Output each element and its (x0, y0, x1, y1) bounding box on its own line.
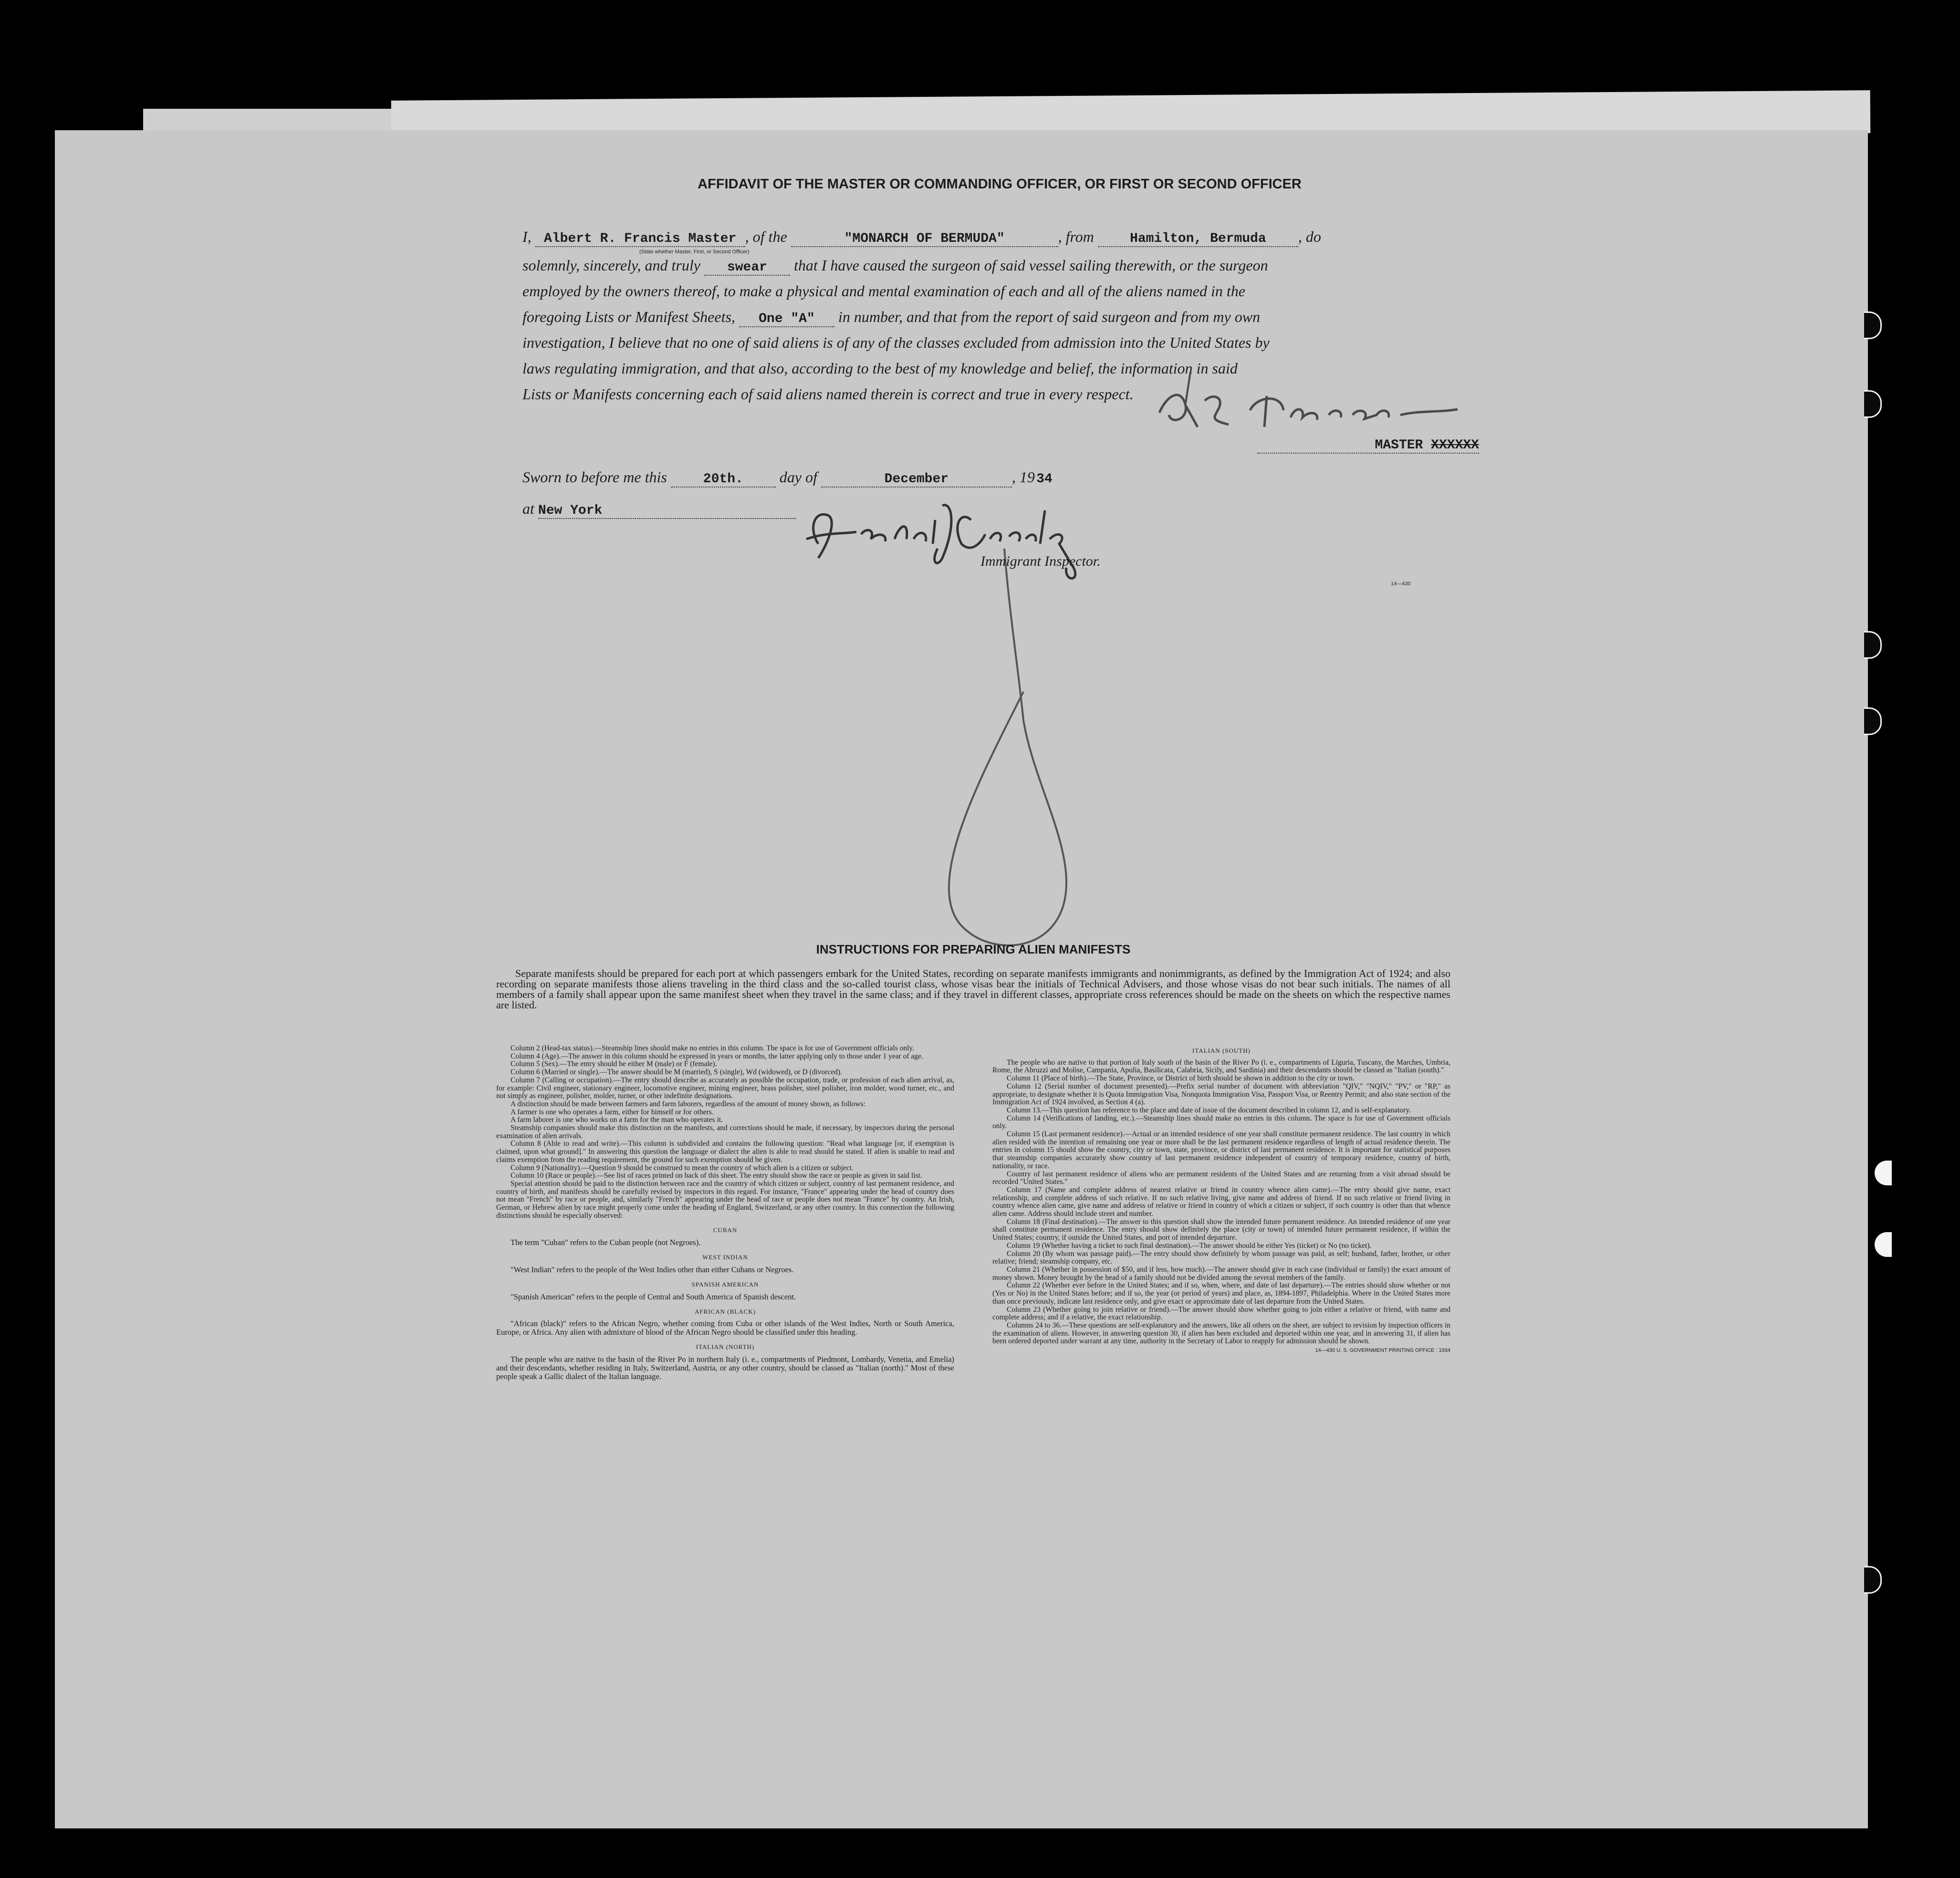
instruction-paragraph: Column 14 (Verifications of landing, etc.).—Steamship lines should make no entries in this column. The space is for use of Government officials only. (992, 1114, 1450, 1131)
instruction-paragraph: Column 12 (Serial number of document presented).—Prefix serial number of document with abbreviation "QIV," "NQIV," "PV," or "RP," as appropriate, to designate whether it is Quota Immigration Visa, Nonquota Immigration Visa, Passport Visa, or Reentry Permit; and also state section of the Immigration Act of 1924 involved, as Section 4 (a). (992, 1082, 1450, 1107)
instruction-paragraph: A farm laborer is one who works on a farm for the man who operates it. (511, 1116, 723, 1124)
instructions-left-column (496, 1045, 954, 1381)
instruction-paragraph: Column 23 (Whether going to join relative or friend).—The answer should show whether going to join either a relative or friend, with name and complete address; and if a relative, the exact relationship. (992, 1305, 1450, 1322)
master-signature (1152, 367, 1496, 439)
text: day of (779, 468, 817, 486)
definition-west-indian: "West Indian" refers to the people of the West Indies other than either Cubans or Negroes. (511, 1265, 794, 1274)
instruction-paragraph: A distinction should be made between farmers and farm laborers, regardless of the amount of money shown, as follows: (511, 1100, 865, 1108)
punch-hole (1864, 1566, 1882, 1594)
punch-hole (1864, 707, 1882, 735)
punch-hole (1864, 311, 1882, 339)
instruction-paragraph: Column 2 (Head-tax status).—Steamship lines should make no entries in this column. The space is for use of Government officials only. (511, 1044, 915, 1052)
sworn-place-field: New York (538, 503, 796, 519)
instruction-paragraph: Steamship companies should make this distinction on the manifests, and corrections should be made, if necessary, by inspectors during the personal examination of alien arrivals. (496, 1124, 954, 1140)
text: , 19 (1011, 468, 1035, 486)
affidavit-line-5: investigation, I believe that no one of said aliens is of any of the classes excluded from admission into the United States by (522, 334, 1270, 351)
affidavit-line-2 (522, 257, 1268, 276)
heading-spanish-american: SPANISH AMERICAN (691, 1280, 759, 1288)
instruction-paragraph: A farmer is one who operates a farm, either for himself or for others. (511, 1108, 714, 1116)
text: I, (522, 228, 532, 245)
text: foregoing Lists or Manifest Sheets, (522, 308, 735, 325)
instruction-paragraph: Column 22 (Whether ever before in the United States; and if so, when, where, and date of last departure).—The entries should show whether or not (Yes or No) in the United States before; and if so, the year (or period of years) and place, as, 1894-1897, Philadelphia. Where in the United States more than once previously, indicate last residence only, and give exact or approximate date of last departure from the United States. (992, 1281, 1450, 1306)
text: that I have caused the surgeon of said vessel sailing therewith, or the surgeon (793, 257, 1268, 274)
inspector-title: Immigrant Inspector. (980, 553, 1101, 569)
officer-name-field: Albert R. Francis Master (535, 231, 745, 247)
instruction-paragraph: Special attention should be paid to the distinction between race and the country of which citizen or subject, country of last permanent residence, and country of birth, and manifests should be carefully revised by inspectors in this regard. For instance, "France" appearing under the head of country does not mean "French" by race or people, and, similarly "French" appearing under the head of race or people does not mean "France" by country. An Irish, German, or Hebrew alien by race might properly come under the heading of England, Switzerland, or any other country. In this connection the following distinctions should be especially observed: (496, 1179, 954, 1220)
text: , of the (745, 228, 787, 245)
text: solemnly, sincerely, and truly (522, 257, 700, 274)
heading-african: AFRICAN (BLACK) (694, 1307, 756, 1315)
instruction-paragraph: Column 7 (Calling or occupation).—The entry should describe as accurately as possible the occupation, trade, or profession of each alien arrival, as, for example: Civil engineer, stationary engineer, locomotive engineer, mining engineer, brass polisher, steel polisher, iron molder, wood turner, etc., and not simply as engineer, polisher, molder, turner, or other indefinite designations. (496, 1076, 954, 1100)
instruction-paragraph: Column 10 (Race or people).—See list of races printed on back of this sheet. The entry should show the race or people as given in said list. (511, 1172, 922, 1180)
punch-hole (1864, 390, 1882, 418)
punch-hole (1864, 631, 1882, 659)
text: at (522, 500, 534, 517)
officer-rank-note: (State whether Master, First, or Second Officer) (639, 249, 750, 255)
affidavit-line-3: employed by the owners thereof, to make a physical and mental examination of each and all of the aliens named in the (522, 282, 1245, 300)
heading-cuban: CUBAN (713, 1226, 738, 1234)
instruction-paragraph: The people who are native to that portion of Italy south of the basin of the River Po (i. e., compartments of Liguria, Tuscany, the Marches, Umbria, Rome, the Abruzzi and Molise, Campania, Apulia, Basilicata, Calabria, Sicily, and Sardinia) and their descendants should be classed as "Italian (south)." (992, 1058, 1450, 1075)
punch-hole-white (1875, 1232, 1892, 1257)
definition-spanish-american: "Spanish American" refers to the people of Central and South America of Spanish descent. (511, 1292, 796, 1301)
text: in number, and that from the report of said surgeon and from my own (838, 308, 1261, 325)
inspector-signature (799, 491, 1143, 1102)
definition-cuban: The term "Cuban" refers to the Cuban people (not Negroes). (511, 1238, 701, 1247)
affidavit-line-6: laws regulating immigration, and that also, according to the best of my knowledge and belief, the information in said (522, 360, 1238, 377)
instruction-paragraph: Columns 24 to 36.—These questions are self-explanatory and the answers, like all others on the sheet, are subject to revision by inspection officers in the examination of aliens. However, in answering question 30, if alien has been excluded and deported within one year, and in answering 31, if alien has been ordered deported under warrant at any time, authority in the Secretary of Labor to reapply for admission should be shown. (992, 1321, 1450, 1346)
punch-hole-white (1875, 1161, 1892, 1185)
instruction-paragraph: Country of last permanent residence of aliens who are permanent residents of the United States and are returning from a visit abroad should be recorded "United States." (992, 1170, 1450, 1186)
instruction-paragraph: Column 18 (Final destination).—The answer to this question shall show the intended future permanent residence. An intended residence of one year shall constitute permanent residence. The entry should show definitely the place (city or town) of intended future permanent residence, if within the United States; country, if outside the United States, and port of intended departure. (992, 1217, 1450, 1242)
instructions-title: INSTRUCTIONS FOR PREPARING ALIEN MANIFESTS (816, 942, 1131, 956)
departure-port-field: Hamilton, Bermuda (1098, 231, 1298, 247)
affidavit-line-4 (522, 308, 1260, 327)
sworn-year-field: 34 (1036, 472, 1053, 487)
definition-italian-north: The people who are native to the basin of the River Po in northern Italy (i. e., compartments of Piedmont, Lombardy, Venetia, and Emelia) and their descendants, whether residing in Italy, Switzerland, Austria, or any other country, should be classed as "Italian (north)." Most of these people speak a Gallic dialect of the Italian language. (496, 1354, 954, 1381)
printing-office-footer: 14—430 U. S. GOVERNMENT PRINTING OFFICE : 1934 (1315, 1348, 1450, 1354)
title-master: MASTER (1375, 438, 1423, 453)
text: , do (1298, 228, 1321, 245)
instruction-paragraph: Column 6 (Married or single).—The answer should be M (married), S (single), Wd (widowed), or D (divorced). (511, 1068, 842, 1077)
instruction-paragraph: Column 13.—This question has reference to the place and date of issue of the document described in column 12, and is self-explanatory. (1007, 1106, 1411, 1114)
sworn-place-line (522, 500, 796, 519)
instruction-paragraph: Column 8 (Able to read and write).—This column is subdivided and contains the following question: "Read what language [or, if exemption is claimed, upon what ground]." In answering this question the language or dialect the alien is able to read should be stated. If alien is unable to read and claims exemption from the reading requirement, the ground for such exemption should be given. (496, 1140, 954, 1164)
form-number: 14—430 (1391, 581, 1411, 587)
instructions-right-column (992, 1047, 1450, 1355)
sheet-count-field: One "A" (739, 311, 834, 327)
sworn-line (522, 468, 1054, 488)
heading-italian-south: ITALIAN (SOUTH) (1192, 1047, 1251, 1054)
text: , from (1058, 228, 1094, 245)
instruction-paragraph: Column 11 (Place of birth).—The State, Province, or District of birth should be shown in addition to the city or town. (1007, 1074, 1355, 1083)
instruction-paragraph: Column 21 (Whether in possession of $50, and if less, how much).—The answer should give in each case (individual or family) the exact amount of money shown. Money brought by the head of a family should not be divided among the several members of the family. (992, 1265, 1450, 1282)
instruction-paragraph: Column 15 (Last permanent residence).—Actual or an intended residence of one year shall constitute permanent residence. The last country in which alien resided with the intention of remaining one year or more shall be the last permanent residence regardless of length of actual residence therein. The entries in column 15 should show the country, city or town, state, province, or district of last permanent residence. It is important for statistical purposes that steamship companies accurately show country of last permanent residence independent of country of temporary residence, country of birth, nationality, or race. (992, 1130, 1450, 1170)
instruction-paragraph: Column 17 (Name and complete address of nearest relative or friend in country whence alien came).—The entry should give name, exact relationship, and complete address of such relative. If no such relative living, give name and address of friend. If no such relative or friend living in country whence alien came, give name and address of relative or friend in country of which a citizen or subject, if such country is other than that whence alien came. Address should include street and number. (992, 1185, 1450, 1218)
instruction-paragraph: Column 19 (Whether having a ticket to such final destination).—The answer should be either Yes (ticket) or No (no ticket). (1007, 1241, 1372, 1250)
instruction-paragraph: Column 20 (By whom was passage paid).—The entry should show definitely by whom passage was paid, as self; husband, father, brother, or other relative; friend; steamship company, etc. (992, 1249, 1450, 1266)
signer-title-field (1257, 438, 1479, 454)
definition-african: "African (black)" refers to the African Negro, whether coming from Cuba or other islands of the West Indies, North or South America, Europe, or Africa. Any alien with admixture of blood of the African Negro should be classified under this heading. (496, 1319, 954, 1337)
sworn-day-field: 20th. (671, 472, 776, 488)
affidavit-line-7: Lists or Manifests concerning each of said aliens named therein is correct and true in every respect. (522, 385, 1134, 403)
text: Sworn to before me this (522, 468, 667, 486)
instruction-paragraph: Column 5 (Sex).—The entry should be either M (male) or F (female). (511, 1060, 717, 1069)
sworn-month-field: December (821, 472, 1012, 488)
heading-italian-north: ITALIAN (NORTH) (696, 1343, 755, 1351)
instruction-paragraph: Column 9 (Nationality).—Question 9 should be construed to mean the country of which alien is a citizen or subject. (511, 1163, 854, 1172)
vessel-name-field: "MONARCH OF BERMUDA" (791, 231, 1058, 247)
oath-field: swear (704, 260, 790, 276)
title-struck-out: XXXXXX (1431, 438, 1479, 453)
instruction-paragraph: Column 4 (Age).—The answer in this column should be expressed in years or months, the latter applying only to those under 1 year of age. (511, 1052, 923, 1060)
affidavit-line-1 (522, 228, 1321, 247)
heading-west-indian: WEST INDIAN (702, 1254, 748, 1261)
instructions-intro: Separate manifests should be prepared for each port at which passengers embark for the United States, recording on separate manifests immigrants and nonimmigrants, as defined by the Immigration Act of 1924; and also recording on separate manifests those aliens traveling in the third class and the so-called tourist class, whose visas bear the initials of Technical Advisers, and those whose visas do not bear such initials. The names of all members of a family shall appear upon the same manifest sheet when they travel in the same class; and if they travel in different classes, appropriate cross references should be made on the sheets on which the respective names are listed. (496, 967, 1450, 1011)
affidavit-title: AFFIDAVIT OF THE MASTER OR COMMANDING OFFICER, OR FIRST OR SECOND OFFICER (698, 176, 1302, 192)
